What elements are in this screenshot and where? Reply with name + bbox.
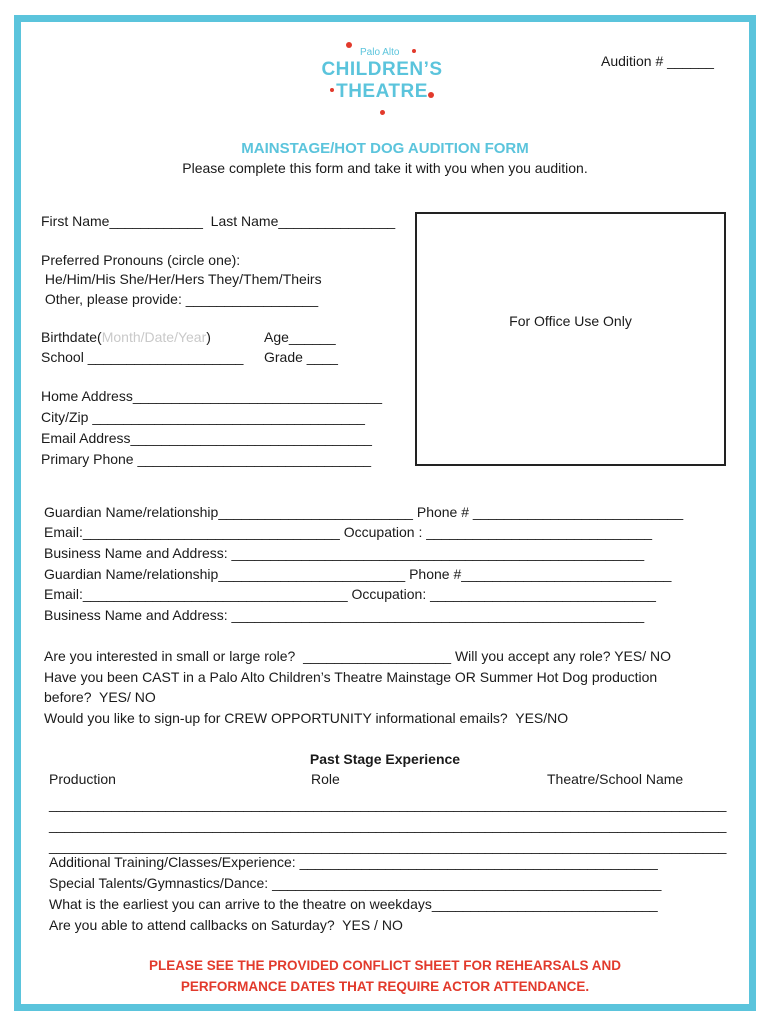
logo-dot xyxy=(412,49,416,53)
city-zip-field[interactable]: City/Zip ___________________________________ xyxy=(41,409,365,425)
experience-line[interactable]: _______________________________________________________________________________________ xyxy=(49,838,727,854)
col-theatre: Theatre/School Name xyxy=(547,771,684,787)
logo-line-1: CHILDREN’S xyxy=(321,59,443,80)
birthdate-placeholder: Month/Date/Year xyxy=(101,329,207,345)
col-production: Production xyxy=(49,771,116,787)
role-size-question[interactable]: Are you interested in small or large role? ___________________ Will you accept any role? YES/ NO xyxy=(44,648,672,664)
logo-dot xyxy=(380,110,385,115)
email-field[interactable]: Email Address_______________________________ xyxy=(41,430,372,446)
experience-line[interactable]: _______________________________________________________________________________________ xyxy=(49,817,727,833)
guardian-1-email-occupation[interactable]: Email:_________________________________ Occupation : _____________________________ xyxy=(44,524,653,540)
conflict-notice-line-1: PLEASE SEE THE PROVIDED CONFLICT SHEET FOR REHEARSALS AND xyxy=(148,958,622,973)
experience-line[interactable]: _______________________________________________________________________________________ xyxy=(49,796,727,812)
pronouns-label: Preferred Pronouns (circle one): xyxy=(41,252,241,268)
cast-before-question: Have you been CAST in a Palo Alto Children’s Theatre Mainstage OR Summer Hot Dog production xyxy=(44,669,658,685)
birthdate-field[interactable] xyxy=(41,329,211,346)
audition-number-field[interactable]: Audition # ______ xyxy=(601,53,714,69)
earliest-arrival-field[interactable]: What is the earliest you can arrive to the theatre on weekdays_____________________________ xyxy=(49,896,658,912)
school-field[interactable]: School ____________________ xyxy=(41,349,244,365)
cast-before-answer[interactable]: before? YES/ NO xyxy=(44,689,156,705)
logo-small-text: Palo Alto xyxy=(360,47,400,58)
callbacks-question[interactable]: Are you able to attend callbacks on Saturday? YES / NO xyxy=(49,917,403,933)
form-title: MAINSTAGE/HOT DOG AUDITION FORM xyxy=(241,140,529,157)
pronouns-other-field[interactable]: Other, please provide: _________________ xyxy=(41,291,319,307)
grade-field[interactable]: Grade ____ xyxy=(264,349,338,365)
name-fields[interactable]: First Name____________ Last Name_______________ xyxy=(41,213,396,229)
logo-line-2: THEATRE xyxy=(336,81,428,102)
crew-emails-question[interactable]: Would you like to sign-up for CREW OPPORTUNITY informational emails? YES/NO xyxy=(44,710,569,726)
office-use-label: For Office Use Only xyxy=(509,313,632,329)
conflict-notice-line-2: PERFORMANCE DATES THAT REQUIRE ACTOR ATTENDANCE. xyxy=(180,979,590,994)
office-use-box xyxy=(415,212,726,466)
logo-dot xyxy=(346,42,352,48)
form-subtitle: Please complete this form and take it with you when you audition. xyxy=(182,160,588,176)
birthdate-close: ) xyxy=(206,329,211,345)
guardian-2-email-occupation[interactable]: Email:__________________________________ Occupation: _____________________________ xyxy=(44,586,656,602)
guardian-1-name-phone[interactable]: Guardian Name/relationship_________________________ Phone # ___________________________ xyxy=(44,504,684,520)
col-role: Role xyxy=(311,771,340,787)
guardian-2-business[interactable]: Business Name and Address: _____________________________________________________ xyxy=(44,607,645,623)
primary-phone-field[interactable]: Primary Phone ______________________________ xyxy=(41,451,372,467)
pronouns-options[interactable]: He/Him/His She/Her/Hers They/Them/Theirs xyxy=(41,271,322,287)
age-field[interactable]: Age______ xyxy=(264,329,336,345)
guardian-1-business[interactable]: Business Name and Address: _____________________________________________________ xyxy=(44,545,645,561)
training-field[interactable]: Additional Training/Classes/Experience: ______________________________________________ xyxy=(49,854,658,870)
guardian-2-name-phone[interactable]: Guardian Name/relationship________________________ Phone #___________________________ xyxy=(44,566,672,582)
childrens-theatre-logo xyxy=(316,40,448,118)
birthdate-label: Birthdate( xyxy=(41,329,102,345)
experience-heading: Past Stage Experience xyxy=(309,751,461,767)
talents-field[interactable]: Special Talents/Gymnastics/Dance: __________________________________________________ xyxy=(49,875,662,891)
home-address-field[interactable]: Home Address________________________________ xyxy=(41,388,382,404)
